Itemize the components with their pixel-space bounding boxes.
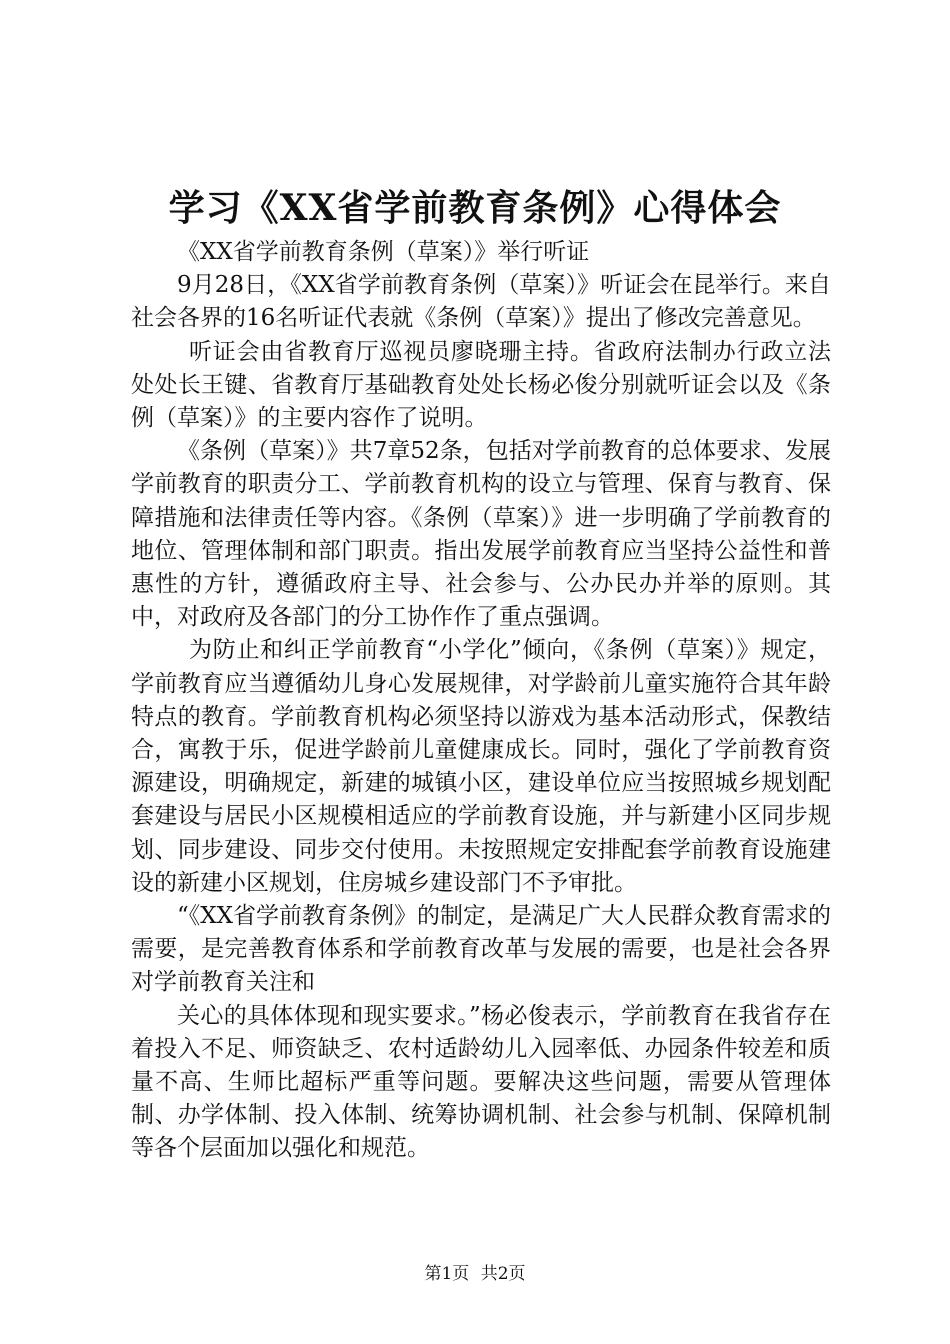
paragraph: 听证会由省教育厅巡视员廖晓珊主持。省政府法制办行政立法处处长王键、省教育厅基础教育处处长杨必俊分别就听证会以及《条例（草案）》的主要内容作了说明。: [131, 338, 831, 432]
paragraph: 关心的具体体现和现实要求。”杨必俊表示，学前教育在我省存在着投入不足、师资缺乏、农村适龄幼儿入园率低、办园条件较差和质量不高、生师比超标严重等问题。要解决这些问题，需要从管理体制、办学体制、投入体制、统筹协调机制、社会参与机制、保障机制等各个层面加以强化和规范。: [131, 1002, 831, 1162]
paragraph: 9月28日，《XX省学前教育条例（草案）》听证会在昆举行。来自社会各界的16名听证代表就《条例（草案）》提出了修改完善意见。: [131, 272, 831, 332]
page-number: 第1页: [424, 1264, 470, 1284]
page-footer: [0, 1262, 950, 1286]
document-body: [131, 236, 831, 1166]
paragraph: 为防止和纠正学前教育“小学化”倾向，《条例（草案）》规定，学前教育应当遵循幼儿身心发展规律，对学龄前儿童实施符合其年龄特点的教育。学前教育机构必须坚持以游戏为基本活动形式，保教结合，寓教于乐，促进学龄前儿童健康成长。同时，强化了学前教育资源建设，明确规定，新建的城镇小区，建设单位应当按照城乡规划配套建设与居民小区规模相适应的学前教育设施，并与新建小区同步规划、同步建设、同步交付使用。未按照规定安排配套学前教育设施建设的新建小区规划，住房城乡建设部门不予审批。: [131, 637, 831, 896]
paragraph: 《条例（草案）》共7章52条，包括对学前教育的总体要求、发展学前教育的职责分工、学前教育机构的设立与管理、保育与教育、保障措施和法律责任等内容。《条例（草案）》进一步明确了学前教育的地位、管理体制和部门职责。指出发展学前教育应当坚持公益性和普惠性的方针，遵循政府主导、社会参与、公办民办并举的原则。其中，对政府及各部门的分工协作作了重点强调。: [131, 438, 831, 631]
paragraph-heading: 《XX省学前教育条例（草案）》举行听证: [177, 239, 590, 265]
document-title: 学习《XX省学前教育条例》心得体会: [168, 187, 782, 229]
paragraph: “《XX省学前教育条例》的制定，是满足广大人民群众教育需求的需要，是完善教育体系和学前教育改革与发展的需要，也是社会各界对学前教育关注和: [131, 903, 832, 996]
page-total: 共2页: [480, 1264, 526, 1284]
